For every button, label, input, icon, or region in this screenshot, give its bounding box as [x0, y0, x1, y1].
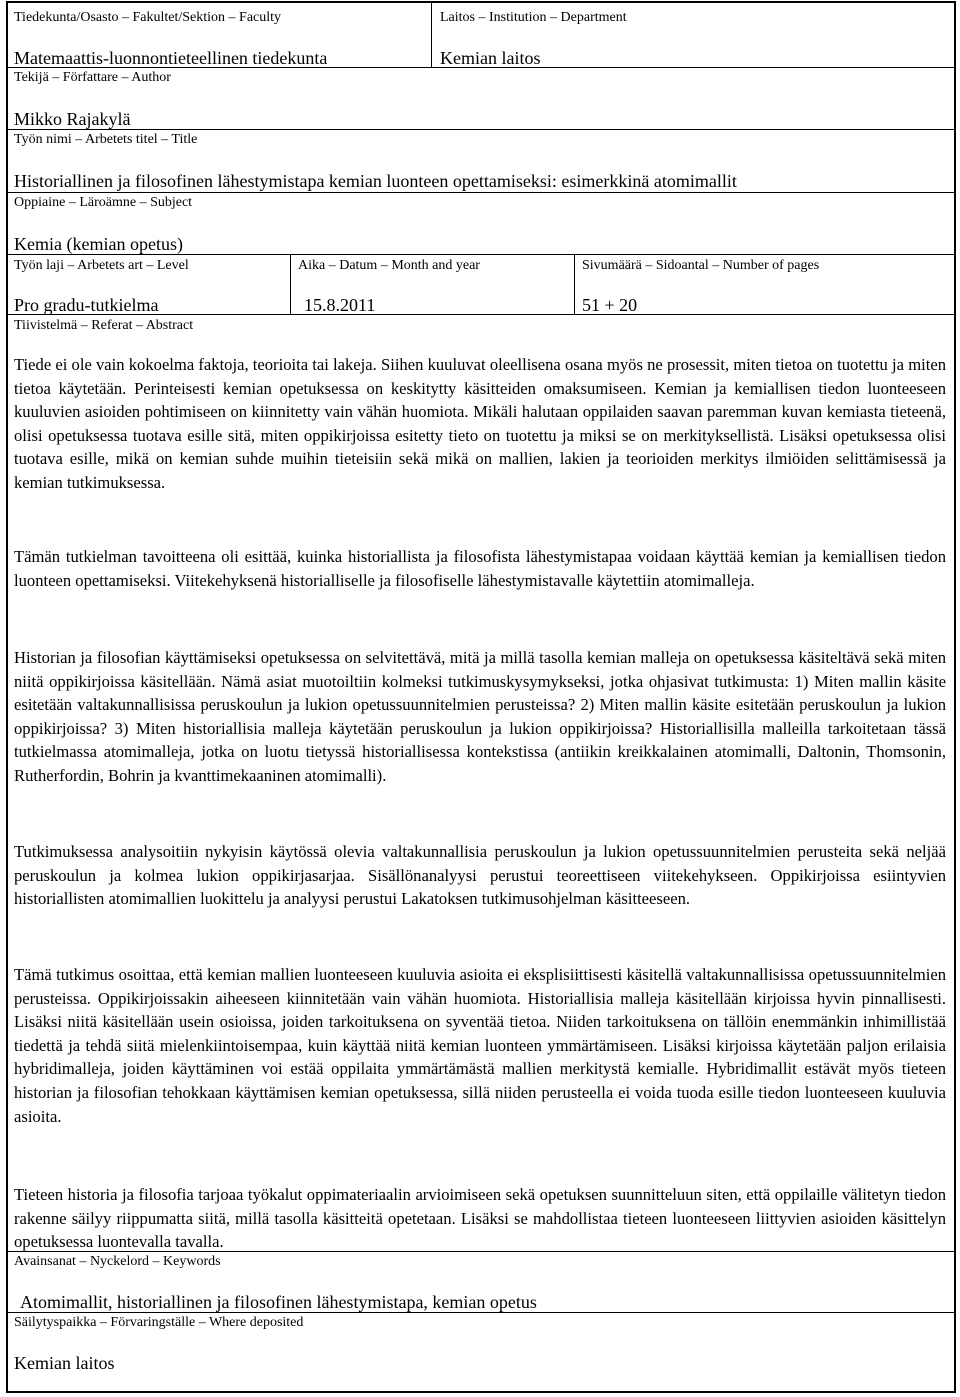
abstract-paragraph-5: Tämä tutkimus osoittaa, että kemian mallien luonteeseen kuuluvia asioita ei eksplisiittisesti käsitellä valtakunnallisissa opetussuunnitelmien perusteissa. Oppikirjoissakin aiheeseen kiinnitetään vain vähän huomiota. Historiallisia malleja käsitellään kirjoissa hyvin pinnallisesti. Lisäksi niitä käsitellään usein osioissa, joiden tarkoituksena on syventää tietoa. Niiden tarkoituksena on tällöin enemmänkin inhimillistää tiedettä ja tehdä siitä mielenkiintoisempaa, kuin käyttää niitä kemian luonteen ymmärtämiseen. Lisäksi kirjoissa käytetään paljon erilaisia hybridimalleja, joiden käyttäminen voi estää oppilaita ymmärtämästä mallien merkitystä kemialle. Hybridimallit estävät myös tieteen historian ja filosofian tehokkaan käyttämisen kemian opetuksessa, sillä niiden perusteella ei voida tuoda esille tiedon luonteeseen kuuluvia asioita. — [14, 965, 946, 1126]
abstract-paragraph-3: Historian ja filosofian käyttämiseksi opetuksessa on selvitettävä, mitä ja millä tasolla kemian malleja on opetuksessa käsiteltävä sekä miten niitä oppikirjoissa käsitellään. Nämä asiat muotoiltiin kolmeksi tutkimuskysymykseksi, jotka ohjasivat tutkimusta: 1) Miten mallin käsite esitetään valtakunnallisissa peruskoulun ja lukion opetussuunnitelmien perusteissa? 2) Miten mallin käsite esitetään peruskoulun ja lukion oppikirjoissa? 3) Miten historiallisia malleja käytetään peruskoulun ja lukion oppikirjoissa? Historiallisilla malleilla tarkoitetaan tässä tutkielmassa atomimalleja, jotka on luotu tietyssä historiallisessa kontekstissa (antiikin kreikkalainen atomimalli, Daltonin, Thomsonin, Rutherfordin, Bohrin ja kvanttimekaaninen atomimalli). — [14, 648, 946, 785]
divider — [8, 314, 954, 315]
level-label: Työn laji – Arbetets art – Level — [14, 258, 189, 273]
date-value: 15.8.2011 — [304, 295, 376, 315]
level-value: Pro gradu-tutkielma — [14, 295, 159, 315]
divider — [8, 67, 954, 68]
pages-label: Sivumäärä – Sidoantal – Number of pages — [582, 258, 820, 273]
date-pages-divider — [574, 254, 575, 314]
divider — [8, 1251, 954, 1252]
divider — [8, 129, 954, 130]
thesis-title: Historiallinen ja filosofinen lähestymistapa kemian luonteen opettamiseksi: esimerkkinä atomimallit — [14, 171, 737, 191]
title-label: Työn nimi – Arbetets titel – Title — [14, 132, 198, 147]
keywords-label: Avainsanat – Nyckelord – Keywords — [14, 1254, 221, 1269]
faculty-value: Matemaattis-luonnontieteellinen tiedekunta — [14, 48, 328, 68]
date-label: Aika – Datum – Month and year — [298, 258, 480, 273]
abstract-label: Tiivistelmä – Referat – Abstract — [14, 318, 194, 333]
subject-label: Oppiaine – Läroämne – Subject — [14, 195, 193, 210]
abstract-paragraph-1: Tiede ei ole vain kokoelma faktoja, teorioita tai lakeja. Siihen kuuluvat oleellisena osana myös ne prosessit, miten tietoa on tuotettu ja miten tietoa käytetään. Perinteisesti kemian opetuksessa on keskitytty käsitteiden omaksumiseen. Kemian ja kemiallisen tiedon luonteeseen kuuluvien asioiden pohtimiseen on kiinnitetty vain vähän huomiota. Mikäli halutaan oppilaiden saavan paremman kuvan kemiasta tieteenä, olisi opetuksessa tuotava esille sitä, miten oppikirjoissa esitetty tieto on tuotettu ja miksi se on merkityksellistä. Lisäksi opetuksessa olisi tuotava esille, mikä on kemian suhde muihin tieteisiin sekä mikä on mallien, lakien ja teorioiden merkitys ilmiöiden selittämisessä ja kemian tutkimuksessa. — [14, 355, 946, 492]
pages-value: 51 + 20 — [582, 295, 638, 315]
subject-value: Kemia (kemian opetus) — [14, 234, 183, 254]
faculty-label: Tiedekunta/Osasto – Fakultet/Sektion – Faculty — [14, 10, 282, 25]
divider — [8, 1312, 954, 1313]
divider — [8, 192, 954, 193]
deposited-value: Kemian laitos — [14, 1353, 115, 1373]
author-label: Tekijä – Författare – Author — [14, 70, 171, 85]
keywords-value: Atomimallit, historiallinen ja filosofinen lähestymistapa, kemian opetus — [20, 1292, 537, 1312]
faculty-department-divider — [431, 3, 432, 67]
deposited-label: Säilytyspaikka – Förvaringställe – Where deposited — [14, 1315, 304, 1330]
department-value: Kemian laitos — [440, 48, 541, 68]
divider — [8, 254, 954, 255]
abstract-form — [6, 1, 956, 1393]
abstract-paragraph-4: Tutkimuksessa analysoitiin nykyisin käytössä olevia valtakunnallisia peruskoulun ja lukion opetussuunnitelmien perusteita sekä neljää peruskoulun ja kolmea lukion oppikirjasarjaa. Sisällönanalyysi perustui teoreettiseen viitekehykseen. Oppikirjoissa esiintyvien historiallisten atomimallien luokittelu ja analyysi perustui Lakatoksen tutkimusohjelman käsitteeseen. — [14, 842, 946, 909]
abstract-paragraph-2: Tämän tutkielman tavoitteena oli esittää, kuinka historiallista ja filosofista lähestymistapaa voidaan käyttää kemian ja kemiallisen tiedon luonteen opettamiseksi. Viitekehyksenä historialliselle ja filosofiselle lähestymistavalle käytettiin atomimalleja. — [14, 547, 946, 590]
abstract-paragraph-6: Tieteen historia ja filosofia tarjoaa työkalut oppimateriaalin arvioimiseen sekä opetuksen suunnitteluun siten, että oppilaille välitetyn tiedon rakenne säilyy riippumatta siitä, millä tasolla käsitteitä opetetaan. Lisäksi se mahdollistaa tieteen luonteeseen liittyvien asioiden käsittelyn opetuksessa luontevalla tavalla. — [14, 1185, 946, 1252]
department-label: Laitos – Institution – Department — [440, 10, 627, 25]
level-date-divider — [290, 254, 291, 314]
author-value: Mikko Rajakylä — [14, 109, 131, 129]
